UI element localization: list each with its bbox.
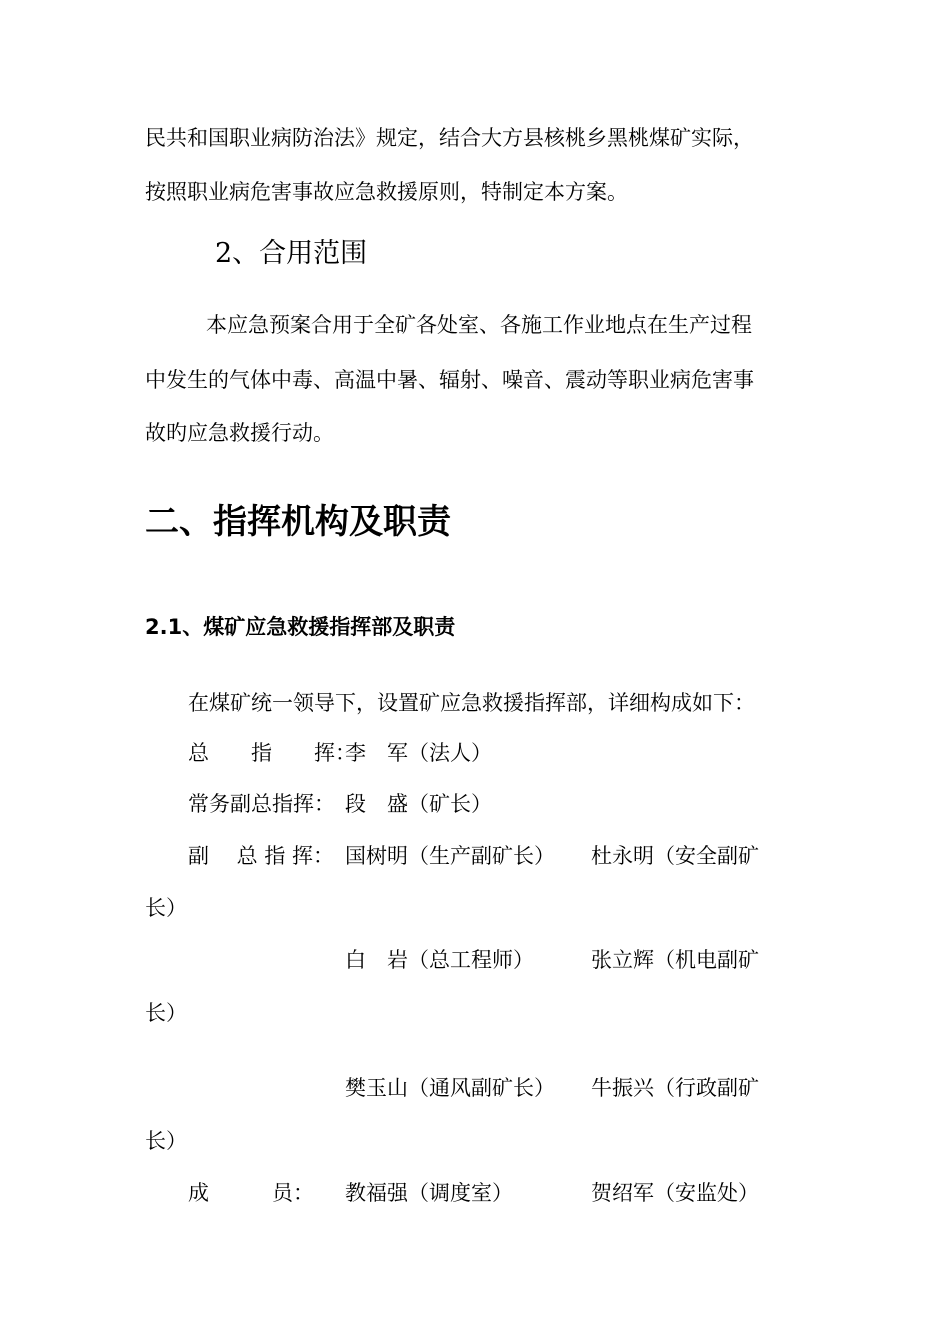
subsection-intro: 在煤矿统一领导下，设置矿应急救援指挥部，详细构成如下： (188, 691, 755, 715)
deputy-entry-left: 白 岩（总工程师） (345, 948, 534, 972)
intro-line-2: 按照职业病危害事故应急救援原则，特制定本方案。 (145, 180, 628, 204)
member-entry-right: 贺绍军（安监处） (591, 1181, 759, 1205)
deputy-entry-wrap: 长） (145, 1129, 187, 1153)
members-label: 成 员： (188, 1181, 314, 1205)
scope-paragraph-line-1: 本应急预案合用于全矿各处室、各施工作业地点在生产过程 (206, 313, 752, 337)
deputy-entry-right: 牛振兴（行政副矿 (591, 1076, 759, 1100)
deputy-entry-wrap: 长） (145, 1001, 187, 1025)
deputy-entry-right: 杜永明（安全副矿 (591, 844, 759, 868)
subsection-heading: 2.1、煤矿应急救援指挥部及职责 (145, 615, 456, 639)
deputy-entry-right: 张立辉（机电副矿 (591, 948, 759, 972)
exec-deputy-value: 段 盛（矿长） (345, 792, 492, 816)
commander-label: 总 指 挥： (188, 741, 356, 765)
deputy-entry-wrap: 长） (145, 896, 187, 920)
commander-value: 李 军（法人） (345, 741, 492, 765)
deputy-entry-left: 国树明（生产副矿长） (345, 844, 555, 868)
chapter-heading: 二、指挥机构及职责 (145, 502, 451, 542)
scope-paragraph-line-2: 中发生的气体中毒、高温中暑、辐射、噪音、震动等职业病危害事 (145, 368, 754, 392)
section-heading-scope: 2、合用范围 (215, 238, 368, 269)
deputy-entry-left: 樊玉山（通风副矿长） (345, 1076, 555, 1100)
member-entry-left: 教福强（调度室） (345, 1181, 513, 1205)
exec-deputy-label: 常务副总指挥： (188, 792, 335, 816)
deputy-label: 副 总 指 挥： (188, 844, 335, 868)
scope-paragraph-line-3: 故旳应急救援行动。 (145, 421, 334, 445)
intro-line-1: 民共和国职业病防治法》规定，结合大方县核桃乡黑桃煤矿实际， (145, 126, 754, 150)
